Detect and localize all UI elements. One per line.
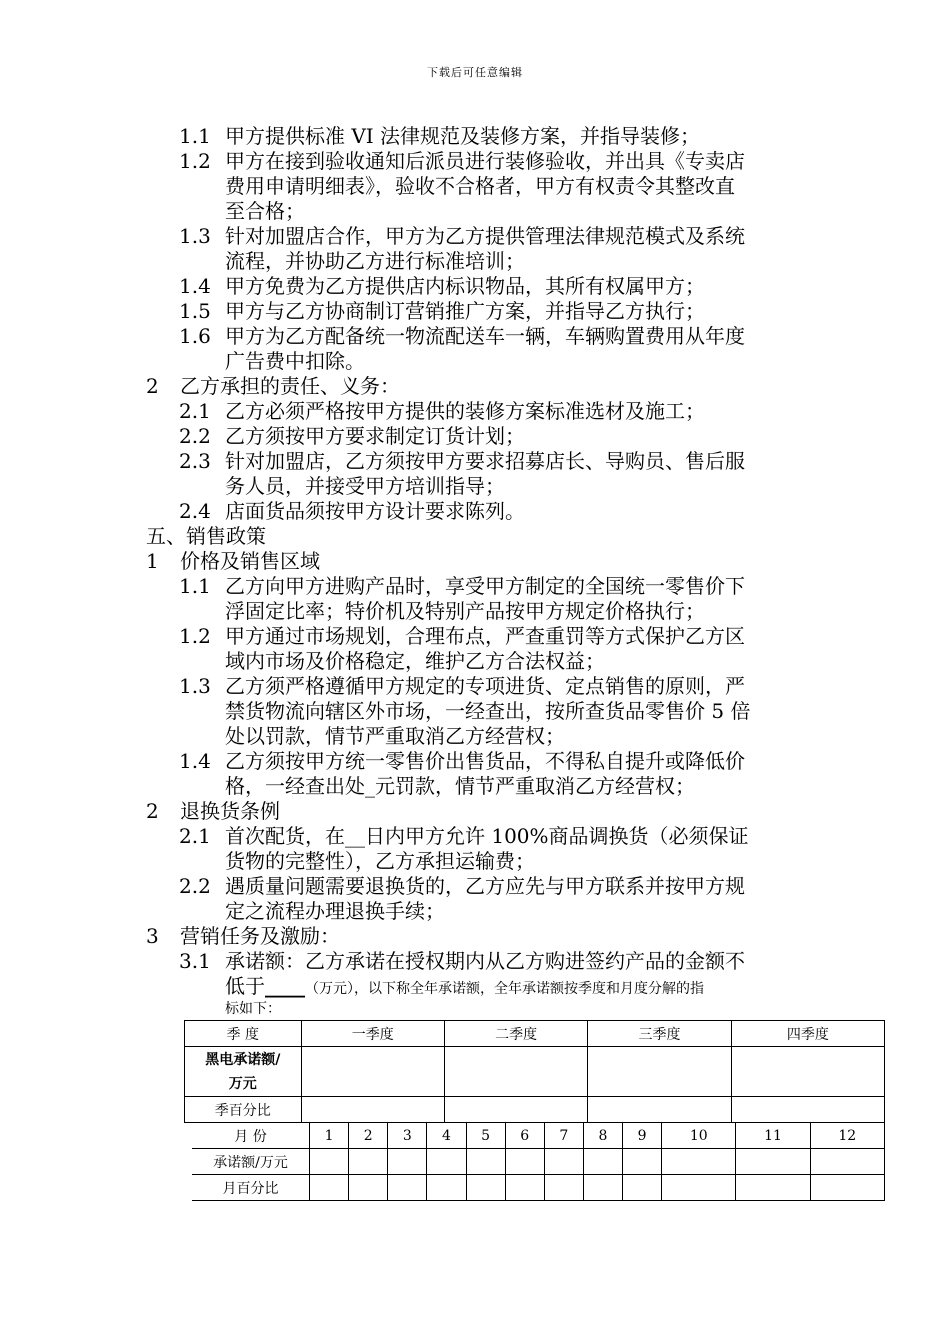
item-text: 针对加盟店合作，甲方为乙方提供管理法律规范模式及系统 [225, 224, 745, 248]
item-text: 甲方与乙方协商制订营销推广方案，并指导乙方执行； [225, 299, 705, 323]
month-header-cell: 3 [388, 1123, 427, 1149]
item-number: 1.3 [179, 674, 211, 698]
item-text: 乙方须按甲方要求制定订货计划； [225, 424, 525, 448]
item-text: 甲方在接到验收通知后派员进行装修验收，并出具《专卖店 [225, 149, 745, 173]
table-cell [810, 1149, 884, 1175]
table-cell [736, 1175, 810, 1201]
section-heading: 退换货条例 [180, 799, 280, 823]
row-label: 月百分比 [192, 1175, 310, 1201]
quarter-header-cell: 一季度 [301, 1021, 444, 1047]
table-cell [810, 1175, 884, 1201]
quarter-header-cell: 季 度 [185, 1021, 302, 1047]
item-number: 1.6 [179, 324, 211, 348]
page-header: 下载后可任意编辑 [427, 66, 523, 79]
month-header-cell: 11 [736, 1123, 810, 1149]
row-label [185, 1047, 302, 1097]
item-text: 浮固定比率；特价机及特别产品按甲方规定价格执行； [225, 599, 705, 623]
table-cell [588, 1047, 731, 1097]
month-header-cell: 5 [466, 1123, 505, 1149]
item-number: 3.1 [179, 949, 211, 973]
table-cell [349, 1175, 388, 1201]
quarter-header-cell: 二季度 [444, 1021, 587, 1047]
item-text: 针对加盟店，乙方须按甲方要求招募店长、导购员、售后服 [225, 449, 745, 473]
item-text: 广告费中扣除。 [225, 349, 365, 373]
item-text: 务人员，并接受甲方培训指导； [225, 474, 505, 498]
month-header-cell: 月 份 [192, 1123, 310, 1149]
table-cell [731, 1097, 884, 1123]
section-number: 3 [146, 924, 159, 948]
item-text: 甲方免费为乙方提供店内标识物品，其所有权属甲方； [225, 274, 705, 298]
month-header-cell: 1 [310, 1123, 349, 1149]
item-text: 禁货物流向辖区外市场，一经查出，按所查货品零售价 5 倍 [225, 699, 751, 723]
table-cell [544, 1175, 583, 1201]
blank-field: ____ [265, 974, 305, 998]
item-text: 域内市场及价格稳定，维护乙方合法权益； [225, 649, 605, 673]
month-header-cell: 2 [349, 1123, 388, 1149]
text-fragment: 低于 [225, 974, 265, 998]
month-header-cell: 9 [623, 1123, 662, 1149]
table-cell [349, 1149, 388, 1175]
month-table [192, 1122, 885, 1201]
table-cell [583, 1149, 622, 1175]
item-text: 定之流程办理退换手续； [225, 899, 445, 923]
table-cell [623, 1149, 662, 1175]
item-text: 乙方向甲方进购产品时，享受甲方制定的全国统一零售价下 [225, 574, 745, 598]
table-cell [731, 1047, 884, 1097]
item-text: 处以罚款，情节严重取消乙方经营权； [225, 724, 565, 748]
item-number: 2.1 [179, 399, 211, 423]
item-text: 甲方为乙方配备统一物流配送车一辆，车辆购置费用从年度 [225, 324, 745, 348]
item-number: 1.5 [179, 299, 211, 323]
month-header-cell: 8 [583, 1123, 622, 1149]
table-cell [505, 1175, 544, 1201]
item-number: 1.3 [179, 224, 211, 248]
row-label-line: 万元 [228, 1075, 257, 1092]
item-number: 2.2 [179, 874, 211, 898]
table-cell [388, 1149, 427, 1175]
table-cell [301, 1097, 444, 1123]
text-fragment: （万元），以下称全年承诺额，全年承诺额按季度和月度分解的指 [305, 981, 704, 997]
item-text: 遇质量问题需要退换货的，乙方应先与甲方联系并按甲方规 [225, 874, 745, 898]
table-cell [544, 1149, 583, 1175]
item-text: 至合格； [225, 199, 305, 223]
section-heading: 营销任务及激励： [180, 924, 340, 948]
item-text: 货物的完整性），乙方承担运输费； [225, 849, 535, 873]
table-cell [588, 1097, 731, 1123]
section-heading: 价格及销售区域 [180, 549, 320, 573]
item-number: 1.4 [179, 274, 211, 298]
item-number: 2.2 [179, 424, 211, 448]
item-text: 格，一经查出处_元罚款，情节严重取消乙方经营权； [225, 774, 695, 798]
item-text: 甲方提供标准 VI 法律规范及装修方案，并指导装修； [225, 124, 701, 148]
section-number: 2 [146, 374, 159, 398]
item-number: 2.4 [179, 499, 211, 523]
item-text: 流程，并协助乙方进行标准培训； [225, 249, 525, 273]
item-number: 1.4 [179, 749, 211, 773]
table-cell [388, 1175, 427, 1201]
table-cell [662, 1175, 736, 1201]
table-cell [505, 1149, 544, 1175]
month-header-cell: 7 [544, 1123, 583, 1149]
quarter-header-cell: 三季度 [588, 1021, 731, 1047]
table-cell [444, 1097, 587, 1123]
row-label: 承诺额/万元 [192, 1149, 310, 1175]
item-text: 甲方通过市场规划，合理布点，严查重罚等方式保护乙方区 [225, 624, 745, 648]
table-cell [623, 1175, 662, 1201]
item-number: 2.3 [179, 449, 211, 473]
table-cell [444, 1047, 587, 1097]
month-header-cell: 4 [427, 1123, 466, 1149]
month-header-cell: 10 [662, 1123, 736, 1149]
table-cell [583, 1175, 622, 1201]
table-cell [427, 1149, 466, 1175]
item-text: 标如下： [225, 1001, 281, 1017]
table-cell [310, 1175, 349, 1201]
row-label: 季百分比 [185, 1097, 302, 1123]
section-number: 2 [146, 799, 159, 823]
item-text: 乙方必须严格按甲方提供的装修方案标准选材及施工； [225, 399, 705, 423]
item-text: 承诺额：乙方承诺在授权期内从乙方购进签约产品的金额不 [225, 949, 745, 973]
item-number: 1.2 [179, 624, 211, 648]
section-heading: 乙方承担的责任、义务： [180, 374, 400, 398]
table-cell [662, 1149, 736, 1175]
item-number: 1.1 [179, 124, 211, 148]
item-number: 1.2 [179, 149, 211, 173]
item-text [225, 974, 704, 1002]
month-header-cell: 6 [505, 1123, 544, 1149]
item-text: 乙方须按甲方统一零售价出售货品，不得私自提升或降低价 [225, 749, 745, 773]
quarter-table [184, 1020, 885, 1123]
item-text: 费用申请明细表》，验收不合格者，甲方有权责令其整改直 [225, 174, 735, 198]
section-number: 1 [146, 549, 159, 573]
month-header-cell: 12 [810, 1123, 884, 1149]
table-cell [466, 1175, 505, 1201]
table-cell [427, 1175, 466, 1201]
table-cell [736, 1149, 810, 1175]
table-cell [466, 1149, 505, 1175]
item-text: 首次配货，在__日内甲方允许 100%商品调换货（必须保证 [225, 824, 749, 848]
item-number: 2.1 [179, 824, 211, 848]
item-number: 1.1 [179, 574, 211, 598]
table-cell [301, 1047, 444, 1097]
item-text: 乙方须严格遵循甲方规定的专项进货、定点销售的原则，严 [225, 674, 745, 698]
quarter-header-cell: 四季度 [731, 1021, 884, 1047]
table-cell [310, 1149, 349, 1175]
chapter-heading: 五、销售政策 [146, 524, 266, 548]
row-label-line: 黑电承诺额/ [205, 1051, 281, 1068]
item-text: 店面货品须按甲方设计要求陈列。 [225, 499, 525, 523]
